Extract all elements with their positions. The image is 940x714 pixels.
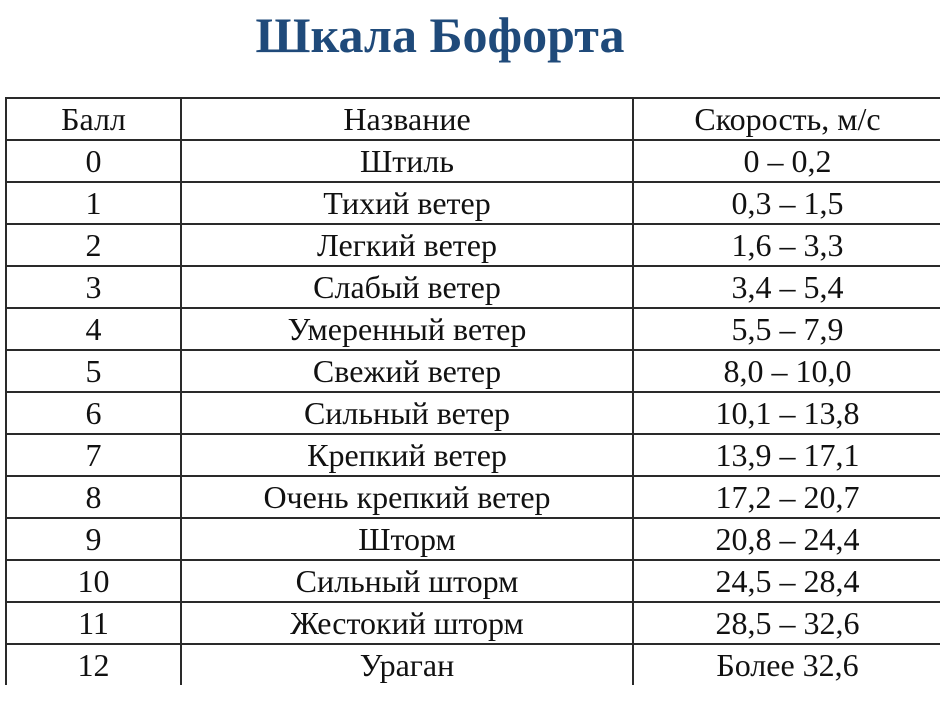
table-row: [6, 602, 940, 644]
cell-name: Ураган: [181, 644, 633, 685]
cell-score: 6: [6, 392, 181, 434]
header-name: Название: [181, 98, 633, 140]
cell-score: 10: [6, 560, 181, 602]
table-row: [6, 182, 940, 224]
cell-score: 3: [6, 266, 181, 308]
cell-speed: 10,1 – 13,8: [633, 392, 940, 434]
cell-speed: 0 – 0,2: [633, 140, 940, 182]
cell-speed: 20,8 – 24,4: [633, 518, 940, 560]
cell-speed: 0,3 – 1,5: [633, 182, 940, 224]
cell-name: Штиль: [181, 140, 633, 182]
beaufort-scale-table: [5, 97, 940, 685]
table-row: [6, 392, 940, 434]
cell-speed: 17,2 – 20,7: [633, 476, 940, 518]
cell-name: Умеренный ветер: [181, 308, 633, 350]
table-row: [6, 350, 940, 392]
cell-score: 0: [6, 140, 181, 182]
cell-speed: 1,6 – 3,3: [633, 224, 940, 266]
cell-name: Жестокий шторм: [181, 602, 633, 644]
table-row: [6, 644, 940, 685]
table-row: [6, 224, 940, 266]
cell-name: Свежий ветер: [181, 350, 633, 392]
cell-speed: 8,0 – 10,0: [633, 350, 940, 392]
cell-speed: 5,5 – 7,9: [633, 308, 940, 350]
cell-speed: Более 32,6: [633, 644, 940, 685]
table-row: [6, 266, 940, 308]
cell-name: Легкий ветер: [181, 224, 633, 266]
cell-name: Слабый ветер: [181, 266, 633, 308]
cell-name: Сильный ветер: [181, 392, 633, 434]
table-header-row: [6, 98, 940, 140]
cell-score: 4: [6, 308, 181, 350]
table-row: [6, 518, 940, 560]
cell-score: 9: [6, 518, 181, 560]
table-row: [6, 140, 940, 182]
cell-name: Тихий ветер: [181, 182, 633, 224]
cell-speed: 24,5 – 28,4: [633, 560, 940, 602]
cell-score: 11: [6, 602, 181, 644]
cell-speed: 28,5 – 32,6: [633, 602, 940, 644]
table-row: [6, 560, 940, 602]
cell-score: 2: [6, 224, 181, 266]
page-title: Шкала Бофорта: [255, 7, 625, 63]
cell-score: 1: [6, 182, 181, 224]
cell-score: 8: [6, 476, 181, 518]
cell-name: Шторм: [181, 518, 633, 560]
header-speed: Скорость, м/с: [633, 98, 940, 140]
cell-score: 5: [6, 350, 181, 392]
table-row: [6, 476, 940, 518]
cell-speed: 13,9 – 17,1: [633, 434, 940, 476]
cell-name: Сильный шторм: [181, 560, 633, 602]
table-row: [6, 434, 940, 476]
cell-name: Очень крепкий ветер: [181, 476, 633, 518]
table-row: [6, 308, 940, 350]
cell-score: 7: [6, 434, 181, 476]
cell-name: Крепкий ветер: [181, 434, 633, 476]
cell-score: 12: [6, 644, 181, 685]
header-score: Балл: [6, 98, 181, 140]
cell-speed: 3,4 – 5,4: [633, 266, 940, 308]
